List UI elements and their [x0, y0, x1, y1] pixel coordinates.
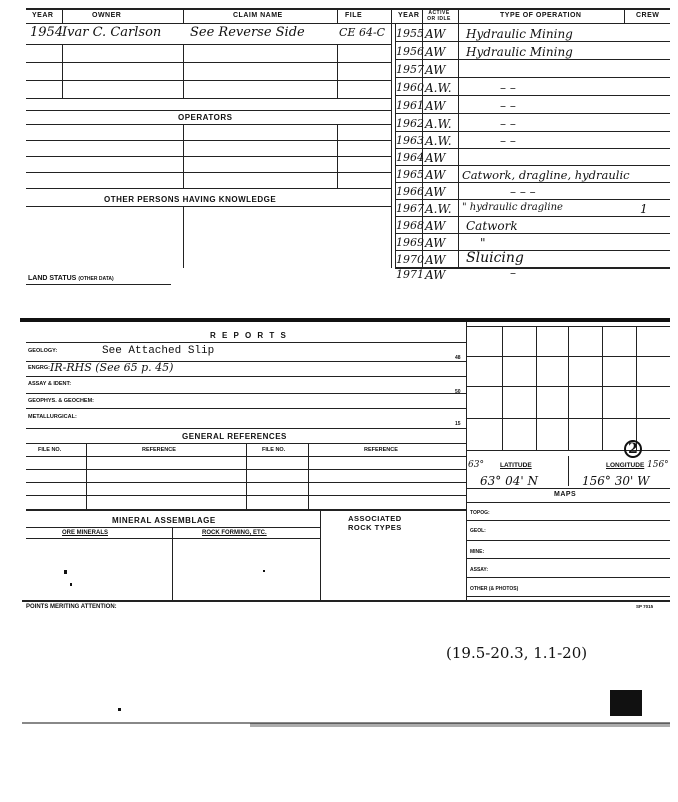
- op-type: Hydraulic Mining: [466, 27, 573, 41]
- assay-label: ASSAY & IDENT:: [28, 381, 72, 387]
- header-crew: CREW: [636, 12, 660, 19]
- op-type: – –: [500, 99, 516, 113]
- op-year: 1962: [396, 117, 424, 130]
- op-status: AW: [425, 45, 446, 59]
- op-year: 1960: [396, 81, 424, 94]
- op-year: 1964: [396, 151, 424, 164]
- ore-minerals-label: ORE MINERALS: [62, 530, 109, 536]
- mineral-assemblage-title: MINERAL ASSEMBLAGE: [112, 516, 216, 525]
- op-year: 1969: [396, 236, 424, 249]
- land-status-title: LAND STATUS: [28, 275, 77, 282]
- op-status: AW: [425, 27, 446, 41]
- op-status: AW: [425, 185, 446, 199]
- longitude-label: LONGITUDE: [606, 462, 645, 469]
- header-file: FILE: [345, 12, 363, 19]
- op-status: AW: [425, 268, 446, 282]
- ref-col-reference-2: REFERENCE: [364, 447, 398, 453]
- header-year-2: YEAR: [398, 12, 420, 19]
- speck: [118, 708, 121, 711]
- op-year: 1968: [396, 219, 424, 232]
- op-year: 1955: [396, 27, 424, 40]
- op-type: Catwork, dragline, hydraulic: [462, 168, 630, 182]
- claim-name: See Reverse Side: [190, 25, 305, 40]
- op-status: A.W.: [425, 202, 452, 216]
- op-year: 1963: [396, 134, 424, 147]
- op-type: " hydraulic dragline: [462, 202, 563, 213]
- latitude-value: 63° 04' N: [480, 474, 538, 488]
- op-year: 1966: [396, 185, 424, 198]
- num-50: 50: [455, 389, 461, 395]
- op-year: 1957: [396, 63, 424, 76]
- op-status: AW: [425, 253, 446, 267]
- header-active-idle: ACTIVE OR IDLE: [427, 10, 451, 22]
- op-year: 1970: [396, 253, 424, 266]
- crew-mark: 1: [640, 202, 648, 216]
- map-other: OTHER (& PHOTOS): [470, 586, 519, 592]
- longitude-value: 156° 30' W: [582, 474, 650, 488]
- land-status-sub: (OTHER DATA): [78, 276, 114, 282]
- op-year: 1956: [396, 45, 424, 58]
- file-number: CE 64-C: [339, 26, 386, 39]
- op-type: – –: [500, 134, 516, 148]
- map-assay: ASSAY:: [470, 567, 489, 573]
- circled-number: 2: [624, 440, 642, 458]
- engrg-value: IR-RHS (See 65 p. 45): [50, 361, 174, 374]
- op-type: –: [510, 266, 516, 280]
- ref-col-file-no-2: FILE NO.: [262, 447, 286, 453]
- lon-suffix: 156°: [647, 460, 669, 470]
- map-mine: MINE:: [470, 549, 485, 555]
- header-claim-name: CLAIM NAME: [233, 12, 283, 19]
- bottom-note: (19.5-20.3, 1.1-20): [446, 644, 588, 662]
- op-status: AW: [425, 219, 446, 233]
- engrg-label: ENGRG:: [28, 365, 50, 371]
- num-48: 48: [455, 355, 461, 361]
- op-status: AW: [425, 168, 446, 182]
- geology-label: GEOLOGY:: [28, 348, 58, 354]
- operators-label: OPERATORS: [178, 113, 233, 122]
- geology-value: See Attached Slip: [102, 345, 215, 357]
- header-type-of-operation: TYPE OF OPERATION: [500, 12, 582, 19]
- rock-forming-label: ROCK FORMING, ETC.: [202, 530, 267, 536]
- reports-title: R E P O R T S: [210, 331, 288, 340]
- scan-streak-2: [250, 723, 670, 727]
- op-type: – –: [500, 117, 516, 131]
- black-mark: [610, 690, 642, 716]
- other-persons-label: OTHER PERSONS HAVING KNOWLEDGE: [104, 195, 277, 204]
- op-year: 1965: [396, 168, 424, 181]
- op-status: AW: [425, 63, 446, 77]
- speck: [263, 570, 265, 572]
- header-year: YEAR: [32, 12, 54, 19]
- map-geol: GEOL:: [470, 528, 486, 534]
- op-type: Sluicing: [466, 250, 524, 266]
- op-status: AW: [425, 151, 446, 165]
- lat-prefix: 63°: [468, 460, 484, 470]
- general-references-title: GENERAL REFERENCES: [182, 432, 287, 441]
- op-type: Hydraulic Mining: [466, 45, 573, 59]
- op-year: 1961: [396, 99, 424, 112]
- op-status: AW: [425, 236, 446, 250]
- ref-col-file-no-1: FILE NO.: [38, 447, 62, 453]
- metallurgical-label: METALLURGICAL:: [28, 414, 77, 420]
- num-15: 15: [455, 421, 461, 427]
- associated-rock-types: ASSOCIATED ROCK TYPES: [348, 514, 402, 532]
- geophys-label: GEOPHYS. & GEOCHEM:: [28, 398, 95, 404]
- owner-name: Ivar C. Carlson: [62, 25, 162, 40]
- speck: [70, 583, 72, 586]
- op-status: A.W.: [425, 134, 452, 148]
- owner-year: 1954: [30, 25, 64, 40]
- header-owner: OWNER: [92, 12, 122, 19]
- map-topog: TOPOG:: [470, 510, 490, 516]
- points-meriting-attention-label: POINTS MERITING ATTENTION:: [26, 604, 117, 610]
- maps-title: MAPS: [554, 491, 577, 498]
- op-year: 1971: [396, 268, 424, 281]
- latitude-label: LATITUDE: [500, 462, 532, 469]
- op-status: AW: [425, 99, 446, 113]
- op-type: ": [480, 236, 486, 250]
- land-status-label: [28, 275, 114, 282]
- form-number: SP 7015: [636, 604, 654, 609]
- op-year: 1967: [396, 202, 424, 215]
- op-status: A.W.: [425, 81, 452, 95]
- op-type: – –: [500, 81, 516, 95]
- op-type: – – –: [510, 185, 536, 199]
- ref-col-reference-1: REFERENCE: [142, 447, 176, 453]
- op-type: Catwork: [466, 219, 518, 233]
- op-status: A.W.: [425, 117, 452, 131]
- speck: [64, 570, 67, 574]
